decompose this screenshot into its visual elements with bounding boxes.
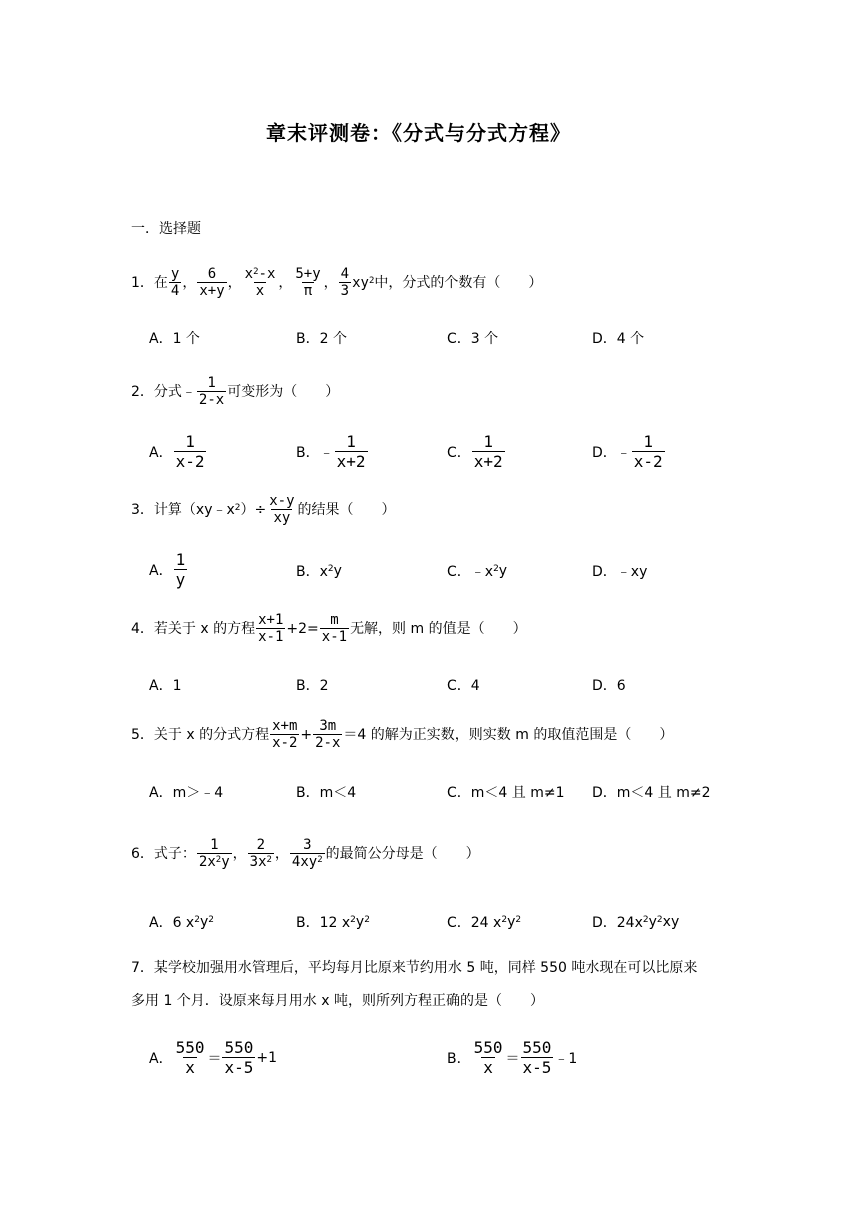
q2-lead: 2．分式﹣ <box>131 383 196 400</box>
option-b[interactable]: B．2 <box>296 678 329 694</box>
option-d[interactable]: D．6 <box>592 678 626 694</box>
q4-mid: +2= <box>286 620 319 637</box>
fraction: $\frac{5+y}{\pi}$ <box>295 266 321 299</box>
question-1: 1．在 $\frac{y}{4}$ ， $\frac{6}{x+y}$ ， $\frac{x^2-x}{x}$ ， $\frac{5+y}{\pi}$ ， $\frac{4}{3}$ $xy^2$ 中，分式的个数有（ ） <box>131 266 543 299</box>
fraction: $\frac{1}{2-x}$ <box>198 375 225 408</box>
option-c[interactable]: C． $\frac{1}{x+2}$ <box>447 432 503 471</box>
fraction: $\frac{2}{3x^2}$ <box>249 837 272 870</box>
fraction: $\frac{x+m}{x-2}$ <box>272 718 298 751</box>
option-c[interactable]: C．3 个 <box>447 331 499 347</box>
question-4 <box>131 612 527 645</box>
q5-mid: + <box>300 726 313 743</box>
question-2 <box>131 375 339 408</box>
q6-tail: 的最简公分母是（ ） <box>325 845 480 862</box>
option-c[interactable]: C．4 <box>447 678 480 694</box>
option-a[interactable]: A． $\frac{550}{x}$ ＝ $\frac{550}{x-5}$ +1 <box>149 1038 278 1077</box>
q6-lead: 6．式子： <box>131 845 196 862</box>
q4-lead: 4．若关于 x 的方程 <box>131 620 256 637</box>
fraction: $\frac{1}{2x^2y}$ <box>198 837 230 870</box>
q3-lead: 3．计算$(xy﹣x^2)\div$ <box>131 501 267 518</box>
q5-lead: 5．关于 x 的分式方程 <box>131 726 270 743</box>
option-d[interactable]: D．4 个 <box>592 331 645 347</box>
question-3 <box>131 493 396 526</box>
fraction: $\frac{4}{3}$ <box>340 266 350 299</box>
option-d[interactable]: D．24x $^2$ y $^2$ xy <box>592 914 680 931</box>
option-c[interactable]: C．24 x $^2$ y $^2$ <box>447 914 522 931</box>
fraction: $\frac{6}{x+y}$ <box>199 266 225 299</box>
q2-tail: 可变形为（ ） <box>227 383 340 400</box>
option-c[interactable]: C．﹣x $^2$ y <box>447 563 508 580</box>
option-a[interactable]: A．1 <box>149 678 182 694</box>
option-d[interactable]: D．m＜4 且 m≠2 <box>592 785 711 801</box>
question-7-line-2: 多用 1 个月．设原来每月用水 x 吨，则所列方程正确的是（ ） <box>131 993 544 1009</box>
option-a[interactable]: A． $\frac{1}{x-2}$ <box>149 432 205 471</box>
fraction: $\frac{3}{4xy^2}$ <box>291 837 323 870</box>
page-title: 章末评测卷：《分式与分式方程》 <box>266 121 571 145</box>
question-5 <box>131 718 673 751</box>
option-b[interactable]: B．m＜4 <box>296 785 357 801</box>
fraction: $\frac{x+1}{x-1}$ <box>258 612 284 645</box>
question-7-line-1: 7．某学校加强用水管理后，平均每月比原来节约用水 5 吨，同样 550 吨水现在可以比原来 <box>131 960 698 976</box>
q1-tail: 中，分式的个数有（ ） <box>374 274 543 291</box>
option-a[interactable]: A．6 x $^2$ y $^2$ <box>149 914 214 931</box>
question-6: 6．式子： $\frac{1}{2x^2y}$ ， $\frac{2}{3x^2}$ ， $\frac{3}{4xy^2}$ 的最简公分母是（ ） <box>131 837 480 870</box>
option-b[interactable]: B． ﹣ $\frac{1}{x+2}$ <box>296 432 366 471</box>
option-a[interactable]: A．1 个 <box>149 331 200 347</box>
q3-tail: 的结果（ ） <box>297 501 396 518</box>
option-b[interactable]: B． $\frac{550}{x}$ ＝ $\frac{550}{x-5}$ ﹣1 <box>447 1038 578 1077</box>
option-b[interactable]: B．x $^2$ y <box>296 563 342 580</box>
fraction: $\frac{x^2-x}{x}$ <box>244 266 276 299</box>
q5-tail: ＝4 的解为正实数，则实数 m 的取值范围是（ ） <box>343 726 674 743</box>
option-c[interactable]: C．m＜4 且 m≠1 <box>447 785 565 801</box>
q1-term: $xy^2$ <box>352 274 375 291</box>
option-a[interactable]: A． $\frac{1}{y}$ <box>149 550 186 589</box>
option-a[interactable]: A．m＞﹣4 <box>149 785 224 801</box>
fraction: $\frac{m}{x-1}$ <box>321 612 348 645</box>
fraction: $\frac{3m}{2-x}$ <box>315 718 341 751</box>
option-d[interactable]: D． ﹣ $\frac{1}{x-2}$ <box>592 432 663 471</box>
option-b[interactable]: B．12 x $^2$ y $^2$ <box>296 914 370 931</box>
option-b[interactable]: B．2 个 <box>296 331 347 347</box>
option-d[interactable]: D．﹣xy <box>592 564 648 580</box>
section-heading: 一．选择题 <box>131 221 201 237</box>
q4-tail: 无解，则 m 的值是（ ） <box>350 620 527 637</box>
q1-lead: 1．在 <box>131 274 168 291</box>
fraction: $\frac{y}{4}$ <box>170 266 180 299</box>
fraction: $\frac{x-y}{xy}$ <box>269 493 295 526</box>
